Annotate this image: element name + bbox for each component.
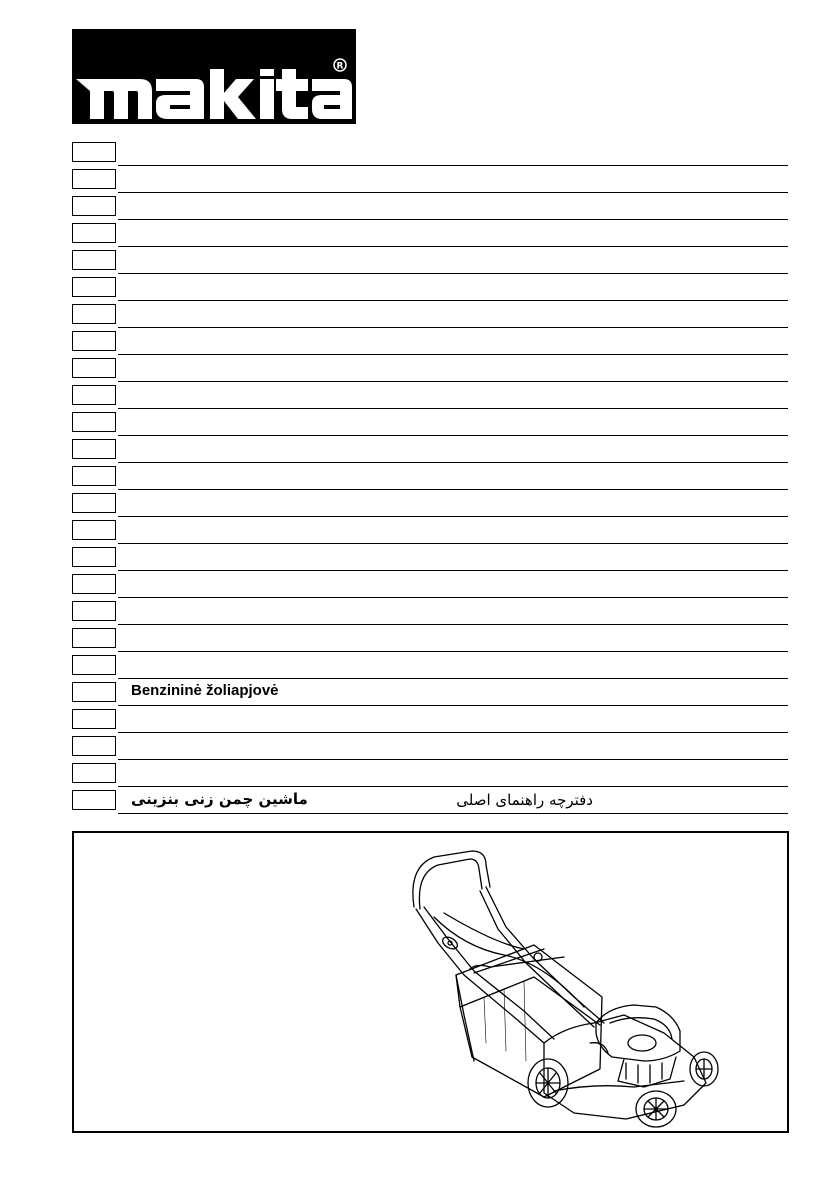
lawn-mower-illustration <box>394 847 734 1129</box>
row-divider <box>118 813 788 814</box>
svg-text:R: R <box>336 61 344 72</box>
language-code-box <box>72 709 116 729</box>
language-row <box>72 301 788 328</box>
language-code-box <box>72 385 116 405</box>
product-title: ماشین چمن زنی بنزینی <box>131 790 308 808</box>
language-row <box>72 274 788 301</box>
language-code-box <box>72 547 116 567</box>
language-row <box>72 706 788 733</box>
language-code-box <box>72 196 116 216</box>
language-code-box <box>72 412 116 432</box>
language-row <box>72 652 788 679</box>
language-code-box <box>72 169 116 189</box>
language-code-box <box>72 493 116 513</box>
language-row <box>72 571 788 598</box>
language-code-box <box>72 466 116 486</box>
language-code-box <box>72 520 116 540</box>
language-row <box>72 625 788 652</box>
language-code-box <box>72 304 116 324</box>
language-code-box <box>72 763 116 783</box>
language-row <box>72 598 788 625</box>
language-row <box>72 355 788 382</box>
language-row <box>72 436 788 463</box>
language-row <box>72 463 788 490</box>
language-row <box>72 328 788 355</box>
language-row <box>72 517 788 544</box>
language-code-box <box>72 358 116 378</box>
language-code-box <box>72 439 116 459</box>
language-code-box <box>72 790 116 810</box>
language-row <box>72 382 788 409</box>
manual-title: دفترچه راهنمای اصلی <box>456 791 593 809</box>
language-code-box <box>72 628 116 648</box>
language-code-box <box>72 736 116 756</box>
language-code-box <box>72 655 116 675</box>
language-row <box>72 409 788 436</box>
language-row <box>72 760 788 787</box>
illustration-frame <box>72 831 789 1133</box>
language-code-box <box>72 277 116 297</box>
language-row <box>72 139 788 166</box>
language-code-box <box>72 682 116 702</box>
language-code-box <box>72 601 116 621</box>
language-code-box <box>72 331 116 351</box>
product-title: Benzininė žoliapjovė <box>131 682 279 699</box>
language-code-box <box>72 574 116 594</box>
language-row <box>72 733 788 760</box>
language-row <box>72 166 788 193</box>
language-row <box>72 679 788 706</box>
language-code-box <box>72 142 116 162</box>
language-row <box>72 193 788 220</box>
language-code-box <box>72 250 116 270</box>
language-row <box>72 247 788 274</box>
language-row <box>72 490 788 517</box>
language-row <box>72 220 788 247</box>
language-row <box>72 544 788 571</box>
language-code-box <box>72 223 116 243</box>
language-row <box>72 787 788 814</box>
